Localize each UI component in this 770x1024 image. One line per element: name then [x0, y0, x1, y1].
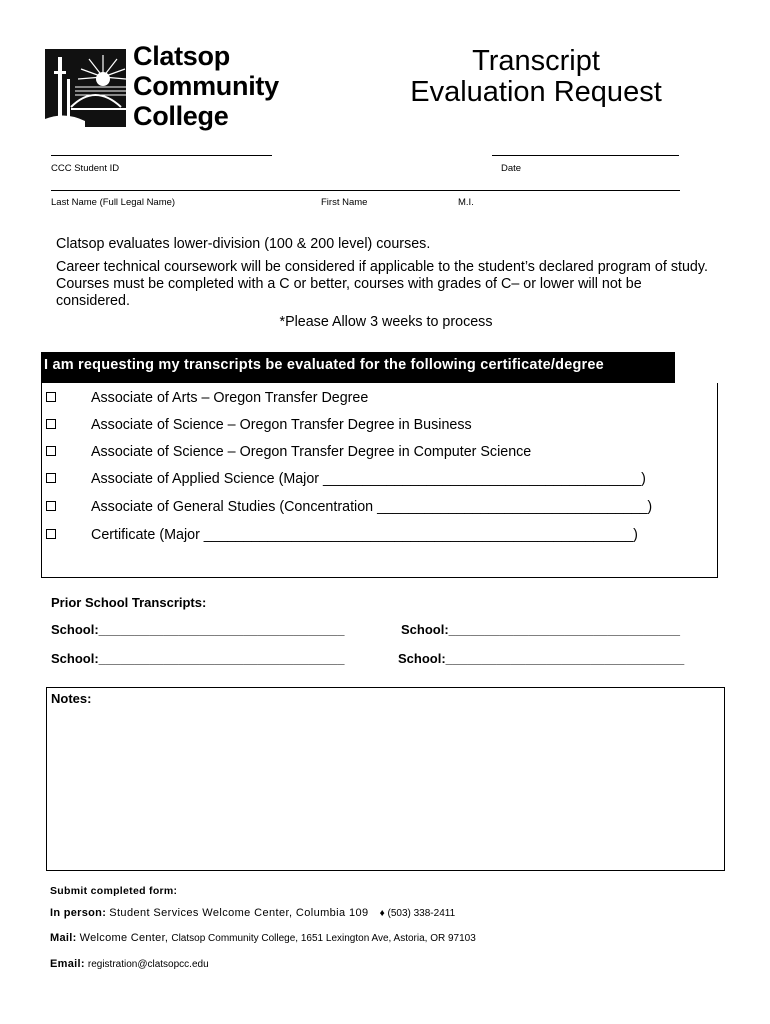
checkbox[interactable]	[46, 392, 56, 402]
email-key: Email:	[50, 958, 85, 970]
option-label: Associate of Science – Oregon Transfer Degree in Computer Science	[91, 444, 532, 460]
mail-value-1: Welcome Center,	[79, 932, 169, 944]
submit-heading: Submit completed form:	[50, 885, 178, 897]
college-name-line2: Community	[133, 71, 279, 101]
form-title	[390, 46, 682, 108]
college-name-line1: Clatsop	[133, 41, 230, 71]
mail-key: Mail:	[50, 932, 77, 944]
processing-note: *Please Allow 3 weeks to process	[279, 314, 493, 330]
notes-label: Notes:	[51, 691, 92, 706]
school-field-3[interactable]: School:__________________________________	[51, 651, 345, 666]
intro-lower-division: Clatsop evaluates lower-division (100 & 200 level) courses.	[56, 236, 431, 252]
in-person-value: Student Services Welcome Center, Columbia 109	[109, 907, 369, 919]
intro-career-technical: Career technical coursework will be considered if applicable to the student’s declared program of study. Courses must be completed with a C or better, courses with grades of C– or lower will not be considered.	[56, 259, 708, 309]
first-name-label: First Name	[321, 197, 368, 208]
date-label: Date	[501, 163, 522, 174]
student-id-label: CCC Student ID	[51, 163, 120, 174]
college-logo-icon	[45, 49, 126, 127]
option-label: Associate of General Studies (Concentration __________________________________)	[91, 499, 653, 515]
prior-schools-heading: Prior School Transcripts:	[51, 595, 207, 610]
option-label: Associate of Applied Science (Major ________________________________________)	[91, 471, 646, 487]
checkbox[interactable]	[46, 473, 56, 483]
student-id-line[interactable]	[51, 155, 272, 156]
school-field-2[interactable]: School:________________________________	[401, 622, 681, 637]
email-address[interactable]: registration@clatsopcc.edu	[87, 959, 209, 970]
checkbox[interactable]	[46, 529, 56, 539]
form-title-line2: Evaluation Request	[410, 76, 662, 108]
in-person-key: In person:	[50, 907, 107, 919]
mail-line	[50, 932, 476, 944]
last-name-label: Last Name (Full Legal Name)	[51, 197, 176, 208]
college-name-line3: College	[133, 101, 229, 131]
checkbox[interactable]	[46, 446, 56, 456]
mail-value-2: Clatsop Community College, 1651 Lexington Ave, Astoria, OR 97103	[171, 933, 476, 944]
checkbox[interactable]	[46, 419, 56, 429]
option-label: Certificate (Major ______________________________________________________)	[91, 527, 638, 543]
school-field-1[interactable]: School:__________________________________	[51, 622, 345, 637]
phone-number: ♦ (503) 338-2411	[379, 908, 456, 919]
checkbox[interactable]	[46, 501, 56, 511]
in-person-line	[50, 907, 455, 919]
school-field-4[interactable]: School:_________________________________	[398, 651, 685, 666]
name-line[interactable]	[51, 190, 680, 191]
request-section-header: I am requesting my transcripts be evaluated for the following certificate/degree	[41, 352, 675, 383]
notes-field[interactable]	[46, 687, 725, 871]
college-name	[133, 41, 279, 131]
option-label: Associate of Arts – Oregon Transfer Degree	[91, 390, 369, 406]
option-label: Associate of Science – Oregon Transfer Degree in Business	[91, 417, 472, 433]
email-line	[50, 958, 209, 970]
form-title-line1: Transcript	[472, 45, 600, 77]
middle-initial-label: M.I.	[458, 197, 474, 208]
date-line[interactable]	[492, 155, 679, 156]
